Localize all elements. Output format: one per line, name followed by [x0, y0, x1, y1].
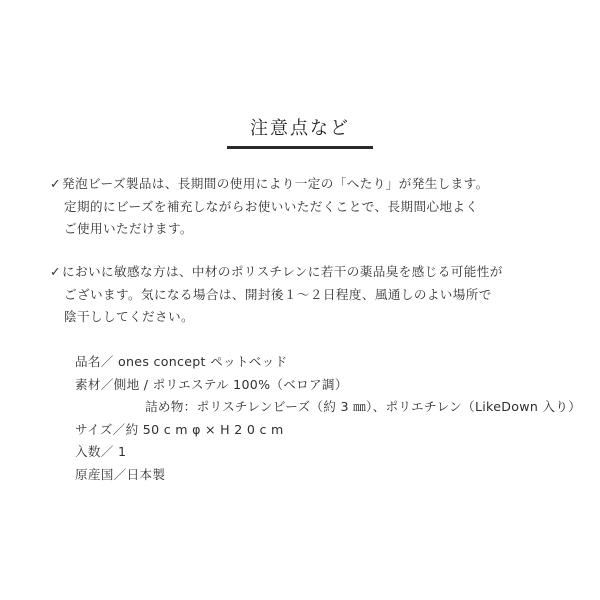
- note-odor: [50, 261, 580, 329]
- spec-product-name: 品名／ ones concept ペットベッド: [75, 354, 288, 369]
- spec-origin: 原産国／日本製: [75, 466, 166, 482]
- spec-quantity: 入数／ 1: [75, 444, 127, 459]
- note-line: 陰干ししてください。: [64, 309, 194, 324]
- note-line: 定期的にビーズを補充しながらお使いいただくことで、長期間心地よく: [64, 198, 479, 214]
- note-line: [50, 173, 580, 196]
- note-line: ございます。気になる場合は、開封後１～２日程度、風通しのよい場所で: [64, 286, 492, 302]
- note-line: ご使用いただけます。: [64, 221, 193, 236]
- product-spec-list: [75, 351, 585, 486]
- note-text: においに敏感な方は、中材のポリスチレンに若干の薬品臭を感じる可能性が: [62, 264, 503, 279]
- spec-size: サイズ／約 50 c m φ × H 2 0 c m: [75, 421, 284, 437]
- note-line: [50, 261, 580, 284]
- note-text: 発泡ビーズ製品は、長期間の使用により一定の「へたり」が発生します。: [62, 176, 489, 191]
- heading-underline: [227, 146, 373, 149]
- note-beads-wear: [50, 173, 580, 241]
- spec-material: 素材／側地 / ポリエステル 100%（ベロア調）: [75, 376, 348, 392]
- section-heading: 注意点など: [250, 118, 350, 139]
- spec-filling: 詰め物：ポリスチレンビーズ（約 3 ㎜）、ポリエチレン（LikeDown 入り）: [145, 399, 582, 414]
- check-icon: ✓: [50, 176, 61, 191]
- check-icon: ✓: [50, 264, 61, 279]
